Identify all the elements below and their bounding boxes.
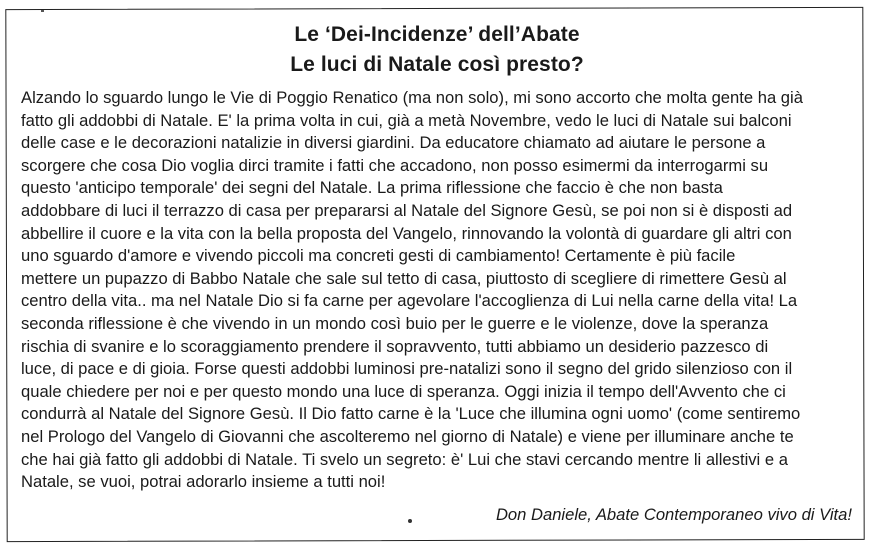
body-line: quale chiedere per noi e per questo mondo una luce di speranza. Oggi inizia il tempo dell'Avvento che ci <box>21 381 786 401</box>
article-header <box>0 20 874 80</box>
body-line: addobbare di luci il terrazzo di casa per prepararsi al Natale del Signore Gesù, se poi non si è disposti ad <box>21 200 793 220</box>
body-line: questo 'anticipo temporale' dei segni del Natale. La prima riflessione che faccio è che non basta <box>21 178 723 198</box>
article-title: Le ‘Dei-Incidenze’ dell’Abate <box>294 23 580 46</box>
article-body <box>21 87 851 494</box>
body-line: che hai già fatto gli addobbi di Natale. Ti svelo un segreto: è' Lui che stavi cercando mentre li allestivi e a <box>21 449 788 469</box>
article-subtitle: Le luci di Natale così presto? <box>290 53 584 76</box>
body-line: rischia di svanire e lo scoraggiamento prendere il sopravvento, tutti abbiamo un desiderio pazzesco di <box>21 336 769 356</box>
body-line: scorgere che cosa Dio voglia dirci tramite i fatti che accadono, non posso esimermi da interrogarmi su <box>21 155 769 175</box>
body-line: uno sguardo d'amore e vivendo piccoli ma concreti gesti di cambiamento! Certamente è più facile <box>21 246 736 266</box>
body-line: delle case e le decorazioni natalizie in diversi giardini. Da educatore chiamato ad aiutare le persone a <box>21 133 766 153</box>
article-signature: Don Daniele, Abate Contemporaneo vivo di Vita! <box>495 505 852 524</box>
body-line: nel Prologo del Vangelo di Giovanni che ascolteremo nel giorno di Natale) e viene per illuminare anche te <box>21 426 794 446</box>
scan-speck <box>41 10 44 12</box>
body-line: Alzando lo sguardo lungo le Vie di Poggio Renatico (ma non solo), mi sono accorto che molta gente ha già <box>21 88 803 107</box>
body-line: condurrà al Natale del Signore Gesù. Il Dio fatto carne è la 'Luce che illumina ogni uomo' (come sentiremo <box>21 404 801 424</box>
body-line: luce, di pace e di gioia. Forse questi addobbi luminosi pre-natalizi sono il segno del grido silenzioso con il <box>21 359 793 379</box>
body-line: abbellire il cuore e la vita con la bella proposta del Vangelo, rinnovando la volontà di guardare gli altri con <box>21 223 792 243</box>
body-line: Natale, se vuoi, potrai adorarlo insieme a tutti noi! <box>21 472 386 492</box>
body-line: centro della vita.. ma nel Natale Dio si fa carne per agevolare l'accoglienza di Lui nella carne della vita! La <box>21 291 798 311</box>
body-line: fatto gli addobbi di Natale. E' la prima volta in cui, già a metà Novembre, vedo le luci di Natale sui balconi <box>21 110 792 130</box>
scan-dot <box>408 519 412 523</box>
body-line: seconda riflessione è che vivendo in un mondo così buio per le guerre e le violenze, dove la speranza <box>21 313 769 333</box>
body-line: mettere un pupazzo di Babbo Natale che sale sul tetto di casa, piuttosto di scegliere di rimettere Gesù al <box>21 268 787 288</box>
